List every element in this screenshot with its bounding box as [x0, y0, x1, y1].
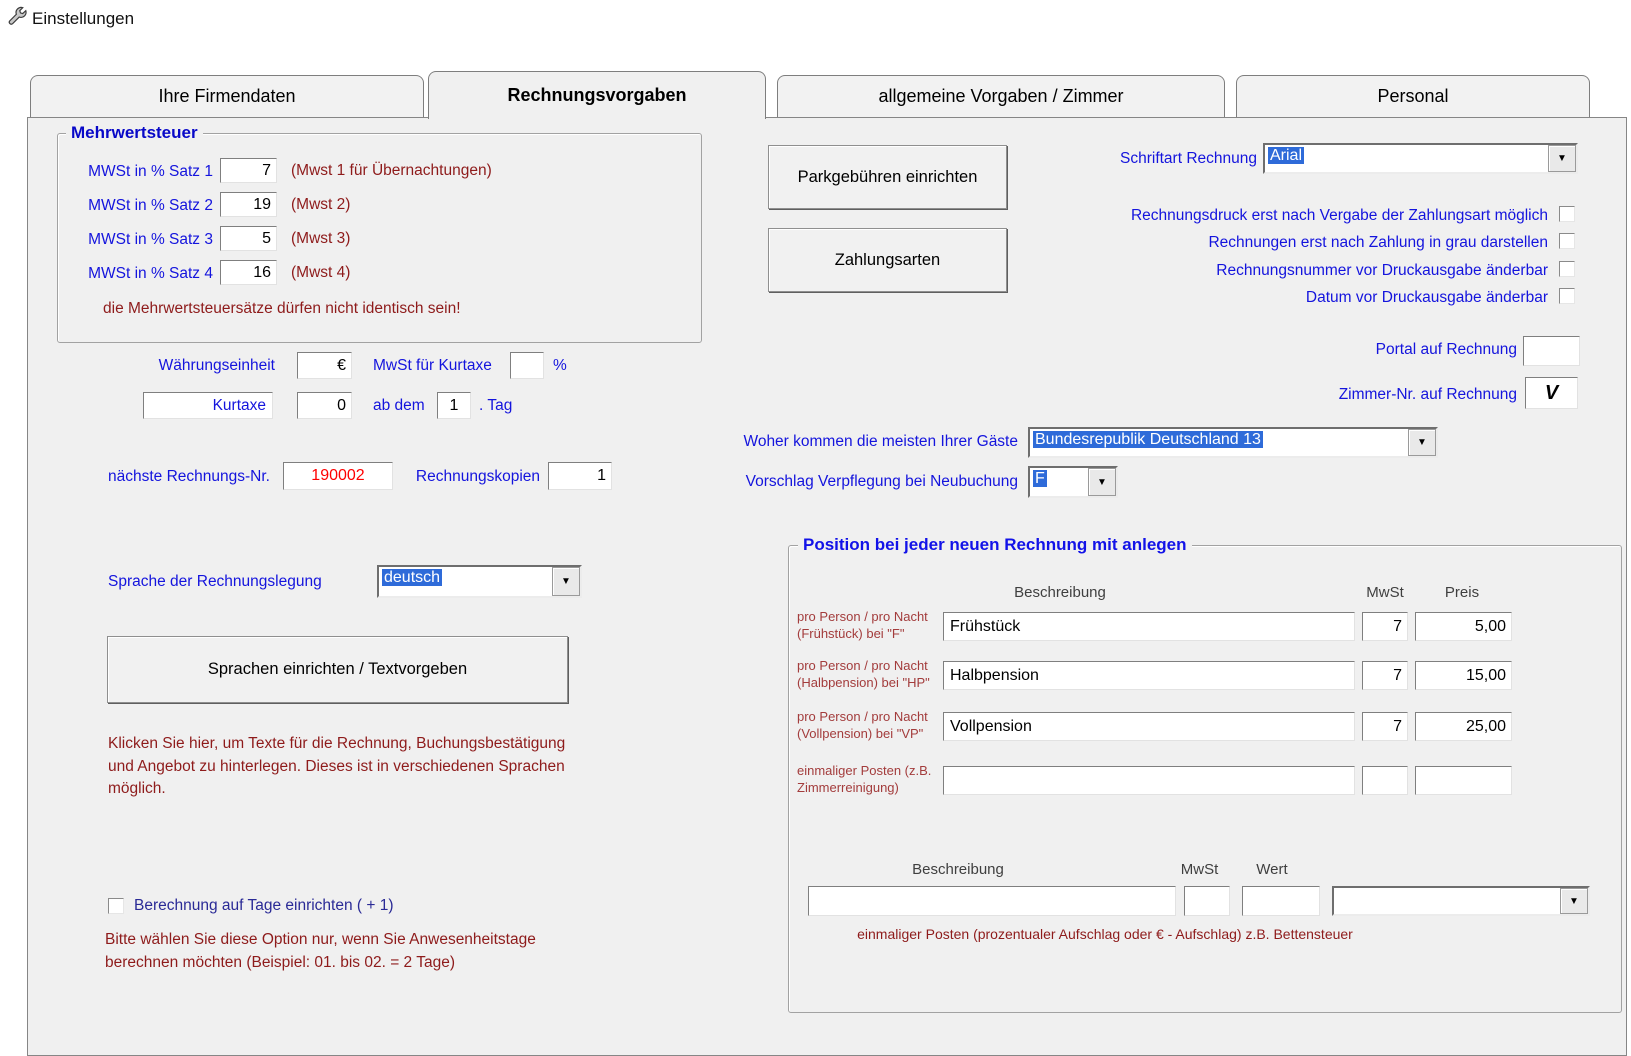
- surcharge-value-input[interactable]: [1242, 886, 1320, 916]
- vat-group-title: Mehrwertsteuer: [66, 123, 203, 143]
- percent-label: %: [553, 357, 567, 374]
- positions-header-vat: MwSt: [1366, 584, 1404, 601]
- room-number-input[interactable]: V: [1525, 377, 1578, 409]
- chevron-down-icon[interactable]: ▼: [552, 567, 580, 596]
- kurtaxe-vat-input[interactable]: [510, 352, 544, 379]
- surcharge-type-selected: [1334, 888, 1560, 914]
- print-option-3-checkbox[interactable]: [1559, 261, 1575, 277]
- print-option-4-label: Datum vor Druckausgabe änderbar: [1305, 289, 1548, 306]
- day-calc-label: Berechnung auf Tage einrichten ( + 1): [134, 897, 394, 914]
- vat-satz4-note: (Mwst 4): [291, 264, 351, 281]
- position-price-input[interactable]: 25,00: [1415, 712, 1512, 741]
- vat-satz3-input[interactable]: 5: [220, 226, 277, 251]
- position-row-label: einmaliger Posten (z.B. Zimmerreinigung): [797, 763, 932, 795]
- vat-satz1-label: MWSt in % Satz 1: [88, 163, 213, 180]
- vat-satz4-input[interactable]: 16: [220, 260, 277, 285]
- invoice-copies-label: Rechnungskopien: [415, 468, 540, 485]
- print-option-1-checkbox[interactable]: [1559, 206, 1575, 222]
- day-calc-checkbox[interactable]: [108, 898, 124, 914]
- vat-satz1-note: (Mwst 1 für Übernachtungen): [291, 162, 492, 179]
- surcharge-description-input[interactable]: [808, 886, 1176, 916]
- position-vat-input[interactable]: 7: [1362, 612, 1408, 641]
- next-invoice-input[interactable]: 190002: [283, 462, 393, 490]
- language-selected: deutsch: [384, 569, 441, 586]
- kurtaxe-from-label: ab dem: [373, 397, 425, 414]
- print-option-1-label: Rechnungsdruck erst nach Vergabe der Zahlungsart möglich: [1130, 207, 1548, 224]
- parking-fees-button[interactable]: Parkgebühren einrichten: [768, 145, 1007, 209]
- vat-warning: die Mehrwertsteuersätze dürfen nicht identisch sein!: [103, 300, 461, 317]
- invoice-font-dropdown[interactable]: [1263, 143, 1578, 174]
- tab-ihre-firmendaten[interactable]: Ihre Firmendaten: [30, 75, 424, 117]
- surcharge-header-vat: MwSt: [1180, 861, 1219, 878]
- next-invoice-label: nächste Rechnungs-Nr.: [108, 468, 270, 485]
- payment-types-button[interactable]: Zahlungsarten: [768, 228, 1007, 292]
- position-vat-input[interactable]: [1362, 766, 1408, 795]
- portal-input[interactable]: [1523, 336, 1580, 366]
- print-option-3-label: Rechnungsnummer vor Druckausgabe änderbar: [1216, 262, 1548, 279]
- chevron-down-icon[interactable]: ▼: [1560, 888, 1588, 914]
- position-vat-input[interactable]: 7: [1362, 661, 1408, 690]
- kurtaxe-value-input[interactable]: 0: [297, 392, 352, 419]
- print-option-2-checkbox[interactable]: [1559, 233, 1575, 249]
- position-row-label: pro Person / pro Nacht (Halbpension) bei "HP": [797, 658, 930, 690]
- tab-allgemeine-vorgaben-zimmer[interactable]: allgemeine Vorgaben / Zimmer: [777, 75, 1225, 117]
- guests-origin-dropdown[interactable]: [1028, 427, 1438, 458]
- position-description-input[interactable]: [943, 766, 1355, 795]
- kurtaxe-vat-label: MwSt für Kurtaxe: [373, 357, 492, 374]
- vat-satz2-label: MWSt in % Satz 2: [88, 197, 213, 214]
- position-description-input[interactable]: Frühstück: [943, 612, 1355, 641]
- language-dropdown[interactable]: [377, 565, 582, 598]
- print-option-4-checkbox[interactable]: [1559, 288, 1575, 304]
- vat-satz3-label: MWSt in % Satz 3: [88, 231, 213, 248]
- room-number-label: Zimmer-Nr. auf Rechnung: [1338, 386, 1517, 403]
- vat-satz2-input[interactable]: 19: [220, 192, 277, 217]
- chevron-down-icon[interactable]: ▼: [1408, 429, 1436, 456]
- positions-group-title: Position bei jeder neuen Rechnung mit anlegen: [798, 535, 1192, 555]
- portal-label: Portal auf Rechnung: [1375, 341, 1517, 358]
- vat-satz1-input[interactable]: 7: [220, 158, 277, 183]
- meal-suggestion-dropdown[interactable]: [1028, 466, 1118, 498]
- currency-input[interactable]: €: [297, 352, 352, 379]
- surcharge-header-value: Wert: [1256, 861, 1288, 878]
- print-option-2-label: Rechnungen erst nach Zahlung in grau darstellen: [1208, 234, 1548, 251]
- meal-suggestion-label: Vorschlag Verpflegung bei Neubuchung: [745, 473, 1018, 490]
- language-hint: Klicken Sie hier, um Texte für die Rechnung, Buchungsbestätigung und Angebot zu hinterlegen. Dieses ist in verschiedenen Sprachen möglich.: [108, 735, 566, 797]
- tab-personal[interactable]: Personal: [1236, 75, 1590, 117]
- tab-rechnungsvorgaben[interactable]: Rechnungsvorgaben: [428, 71, 766, 119]
- surcharge-note: einmaliger Posten (prozentualer Aufschlag oder € - Aufschlag) z.B. Bettensteuer: [857, 926, 1353, 942]
- position-price-input[interactable]: [1415, 766, 1512, 795]
- window-title: Einstellungen: [32, 9, 135, 28]
- position-row-label: pro Person / pro Nacht (Vollpension) bei "VP": [797, 709, 928, 741]
- positions-header-price: Preis: [1444, 584, 1480, 601]
- languages-setup-button[interactable]: Sprachen einrichten / Textvorgeben: [107, 636, 568, 703]
- position-price-input[interactable]: 15,00: [1415, 661, 1512, 690]
- vat-satz3-note: (Mwst 3): [291, 230, 351, 247]
- vat-satz2-note: (Mwst 2): [291, 196, 351, 213]
- position-price-input[interactable]: 5,00: [1415, 612, 1512, 641]
- position-description-input[interactable]: Vollpension: [943, 712, 1355, 741]
- chevron-down-icon[interactable]: ▼: [1548, 145, 1576, 172]
- invoice-font-label: Schriftart Rechnung: [1120, 150, 1257, 167]
- wrench-icon: [6, 5, 28, 27]
- language-label: Sprache der Rechnungslegung: [108, 573, 322, 590]
- kurtaxe-from-input[interactable]: 1: [437, 392, 471, 419]
- surcharge-type-dropdown[interactable]: [1332, 886, 1590, 916]
- kurtaxe-name-input[interactable]: [143, 392, 273, 419]
- surcharge-vat-input[interactable]: [1184, 886, 1230, 916]
- currency-label: Währungseinheit: [158, 357, 275, 374]
- invoice-copies-input[interactable]: 1: [548, 462, 612, 490]
- positions-header-description: Beschreibung: [1014, 584, 1106, 601]
- guests-origin-label: Woher kommen die meisten Ihrer Gäste: [743, 433, 1018, 450]
- kurtaxe-name-value: Kurtaxe: [212, 397, 266, 414]
- chevron-down-icon[interactable]: ▼: [1088, 468, 1116, 496]
- surcharge-header-description: Beschreibung: [912, 861, 1004, 878]
- position-description-input[interactable]: Halbpension: [943, 661, 1355, 690]
- vat-satz4-label: MWSt in % Satz 4: [88, 265, 213, 282]
- kurtaxe-day-label: . Tag: [479, 397, 513, 414]
- position-vat-input[interactable]: 7: [1362, 712, 1408, 741]
- position-row-label: pro Person / pro Nacht (Frühstück) bei "F": [797, 609, 928, 641]
- day-calc-hint: Bitte wählen Sie diese Option nur, wenn Sie Anwesenheitstage berechnen möchten (Beispiel: 01. bis 02. = 2 Tage): [105, 931, 536, 971]
- meal-suggestion-selected: F: [1035, 470, 1045, 487]
- guests-origin-selected: Bundesrepublik Deutschland 13: [1035, 431, 1261, 448]
- invoice-font-selected: Arial: [1270, 147, 1303, 164]
